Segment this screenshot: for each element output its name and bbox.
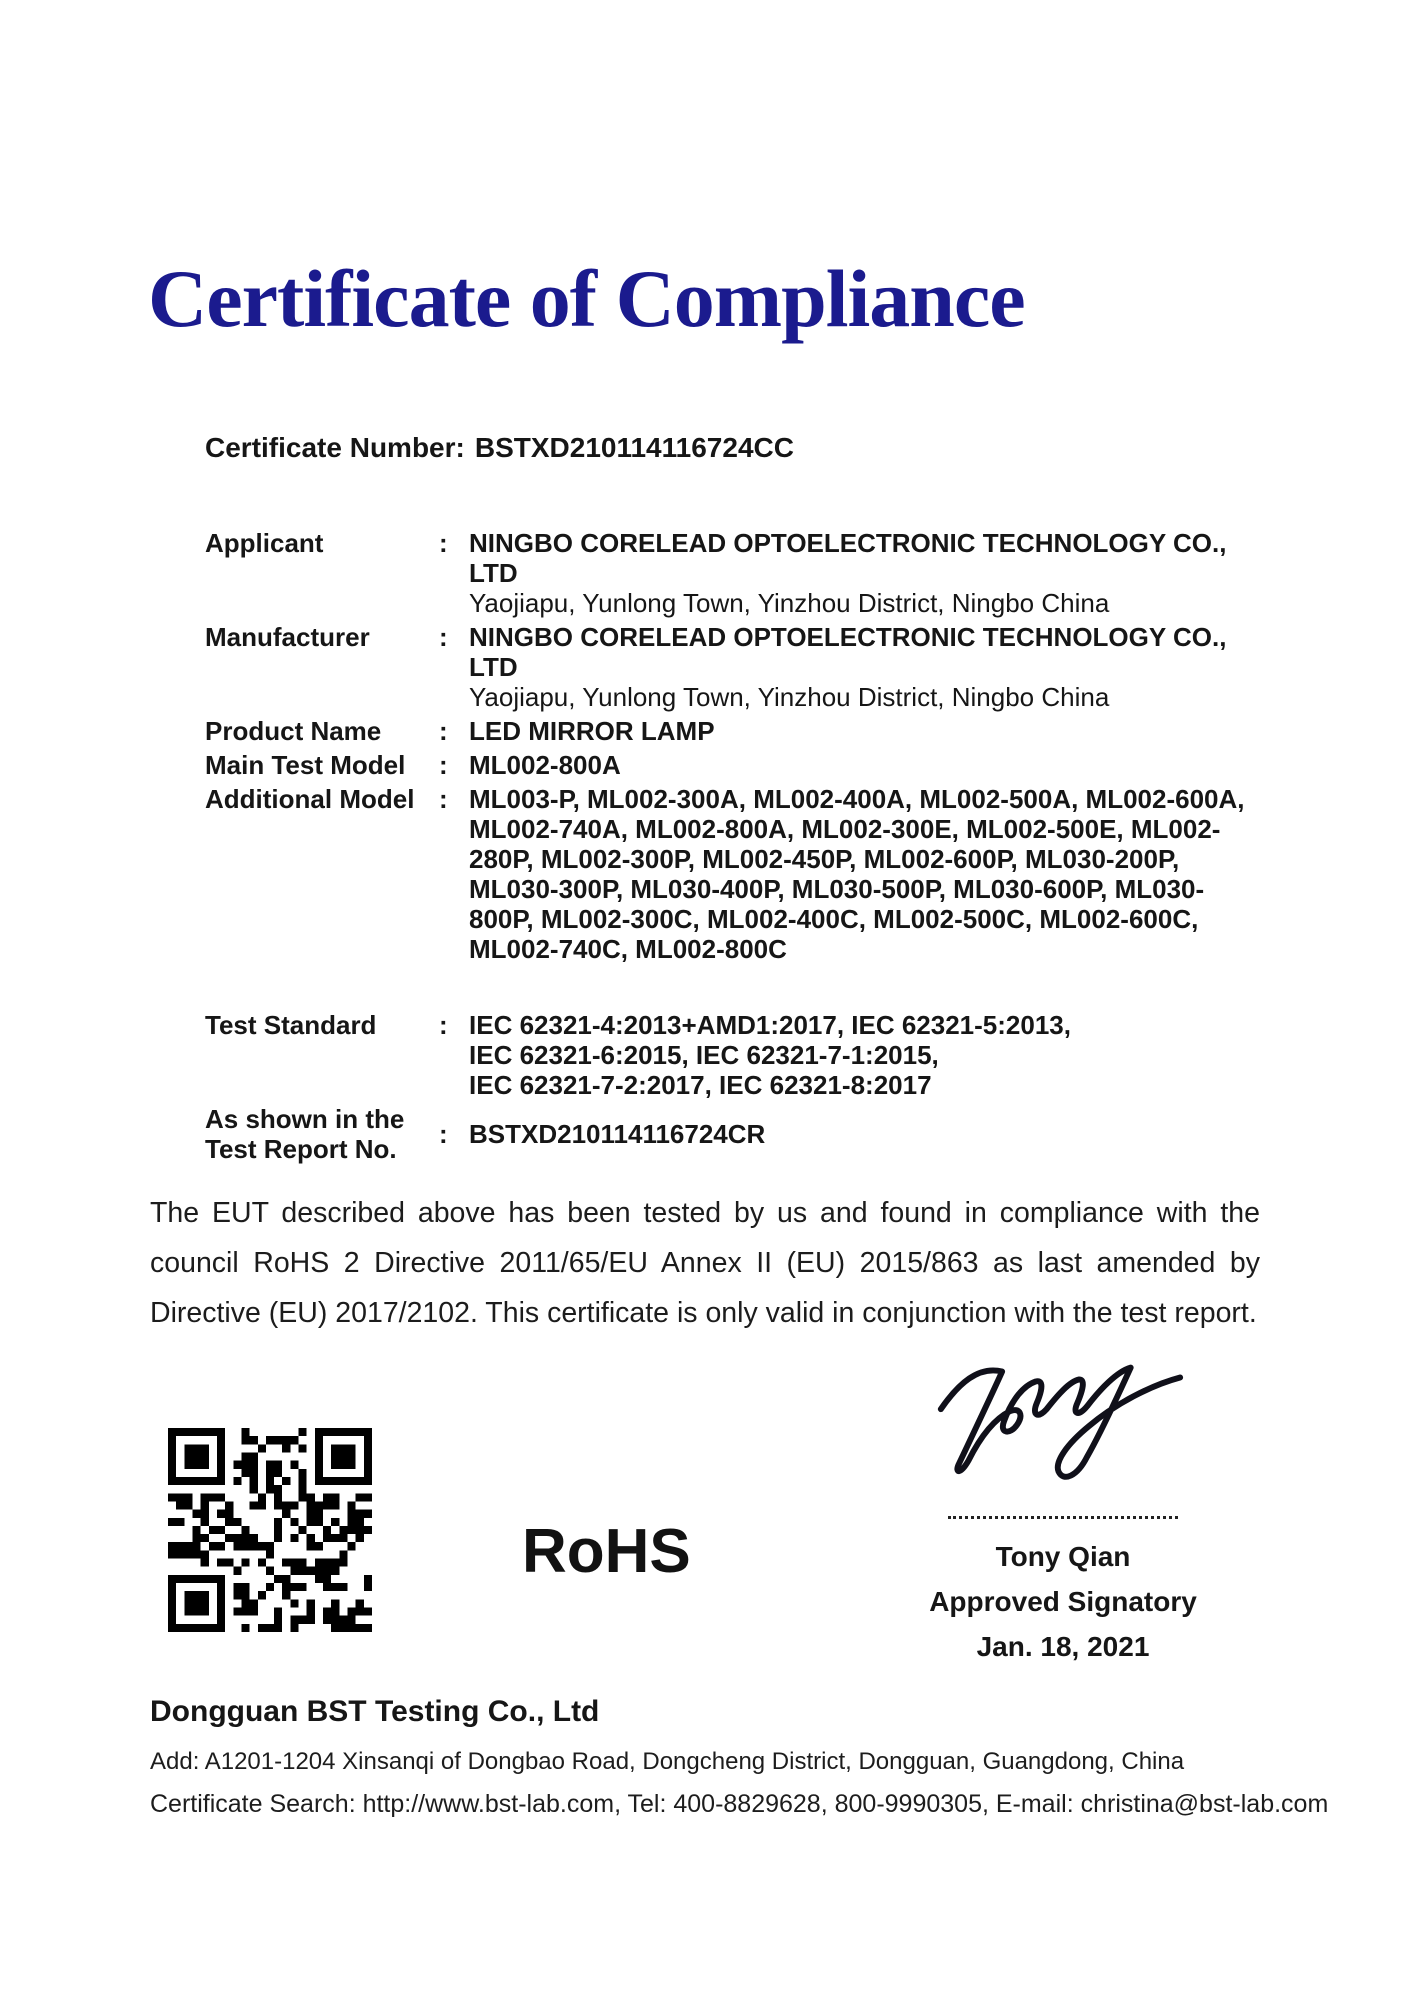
test-standard-label: Test Standard bbox=[205, 1010, 377, 1040]
colon: : bbox=[439, 750, 448, 780]
field-row-additional-model bbox=[205, 784, 1263, 964]
colon: : bbox=[439, 784, 448, 814]
manufacturer-company: NINGBO CORELEAD OPTOELECTRONIC TECHNOLOGY CO., LTD bbox=[469, 622, 1227, 682]
field-row-applicant bbox=[205, 528, 1263, 618]
colon: : bbox=[439, 1010, 448, 1040]
applicant-company: NINGBO CORELEAD OPTOELECTRONIC TECHNOLOGY CO., LTD bbox=[469, 528, 1227, 588]
colon: : bbox=[439, 1119, 448, 1149]
lab-address: Add: A1201-1204 Xinsanqi of Dongbao Road, Dongcheng District, Dongguan, Guangdong, China bbox=[150, 1748, 1185, 1775]
product-name-value: LED MIRROR LAMP bbox=[469, 716, 715, 746]
field-row-product-name bbox=[205, 716, 1263, 746]
main-test-model-value: ML002-800A bbox=[469, 750, 621, 780]
additional-model-value: ML003-P, ML002-300A, ML002-400A, ML002-500A, ML002-600A, ML002-740A, ML002-800A, ML002-300E, ML002-500E, ML002-280P, ML002-300P, ML002-450P, ML002-600P, ML030-200P, ML030-300P, ML030-400P, ML030-500P, ML030-600P, ML030-800P, ML002-300C, ML002-400C, ML002-500C, ML002-600C, ML002-740C, ML002-800C bbox=[469, 784, 1245, 964]
colon: : bbox=[439, 716, 448, 746]
lab-company-name: Dongguan BST Testing Co., Ltd bbox=[150, 1695, 600, 1728]
test-report-value: BSTXD210114116724CR bbox=[469, 1119, 766, 1149]
certificate-number bbox=[205, 432, 804, 464]
colon: : bbox=[439, 528, 448, 558]
applicant-label: Applicant bbox=[205, 528, 324, 558]
additional-model-label: Additional Model bbox=[205, 784, 415, 814]
field-row-manufacturer bbox=[205, 622, 1263, 712]
certificate-search-line: Certificate Search: http://www.bst-lab.com, Tel: 400-8829628, 800-9990305, E-mail: christina@bst-lab.com bbox=[150, 1790, 1329, 1818]
field-row-test-report bbox=[205, 1104, 1263, 1164]
qr-code bbox=[168, 1428, 372, 1632]
info-table bbox=[205, 528, 1263, 1168]
applicant-address: Yaojiapu, Yunlong Town, Yinzhou District, Ningbo China bbox=[469, 588, 1110, 618]
signature-date: Jan. 18, 2021 bbox=[976, 1631, 1150, 1662]
manufacturer-label: Manufacturer bbox=[205, 622, 370, 652]
field-row-main-test-model bbox=[205, 750, 1263, 780]
rohs-logo: RoHS bbox=[522, 1517, 691, 1586]
test-standard-line: IEC 62321-4:2013+AMD1:2017, IEC 62321-5:2013, bbox=[469, 1010, 1071, 1040]
signature-handwriting bbox=[915, 1332, 1200, 1510]
main-test-model-label: Main Test Model bbox=[205, 750, 406, 780]
signature-line bbox=[948, 1516, 1178, 1519]
test-standard-line: IEC 62321-7-2:2017, IEC 62321-8:2017 bbox=[469, 1070, 932, 1100]
compliance-statement: The EUT described above has been tested by us and found in compliance with the council RoHS 2 Directive 2011/65/EU Annex II (EU) 2015/863 as last amended by Directive (EU) 2017/2102. This certificate is only valid in conjunction with the test report. bbox=[150, 1197, 1260, 1329]
signatory-name: Tony Qian bbox=[995, 1541, 1131, 1572]
certificate-number-label: Certificate Number: bbox=[205, 432, 465, 463]
test-standard-line: IEC 62321-6:2015, IEC 62321-7-1:2015, bbox=[469, 1040, 939, 1070]
product-name-label: Product Name bbox=[205, 716, 382, 746]
colon: : bbox=[439, 622, 448, 652]
signatory-title: Approved Signatory bbox=[929, 1586, 1197, 1617]
certificate-number-value: BSTXD210114116724CC bbox=[474, 432, 794, 463]
page-title: Certificate of Compliance bbox=[148, 253, 1025, 344]
signatory-block bbox=[888, 1534, 1238, 1669]
test-report-label: As shown in the Test Report No. bbox=[205, 1104, 405, 1164]
manufacturer-address: Yaojiapu, Yunlong Town, Yinzhou District, Ningbo China bbox=[469, 682, 1110, 712]
field-row-test-standard bbox=[205, 1010, 1263, 1100]
